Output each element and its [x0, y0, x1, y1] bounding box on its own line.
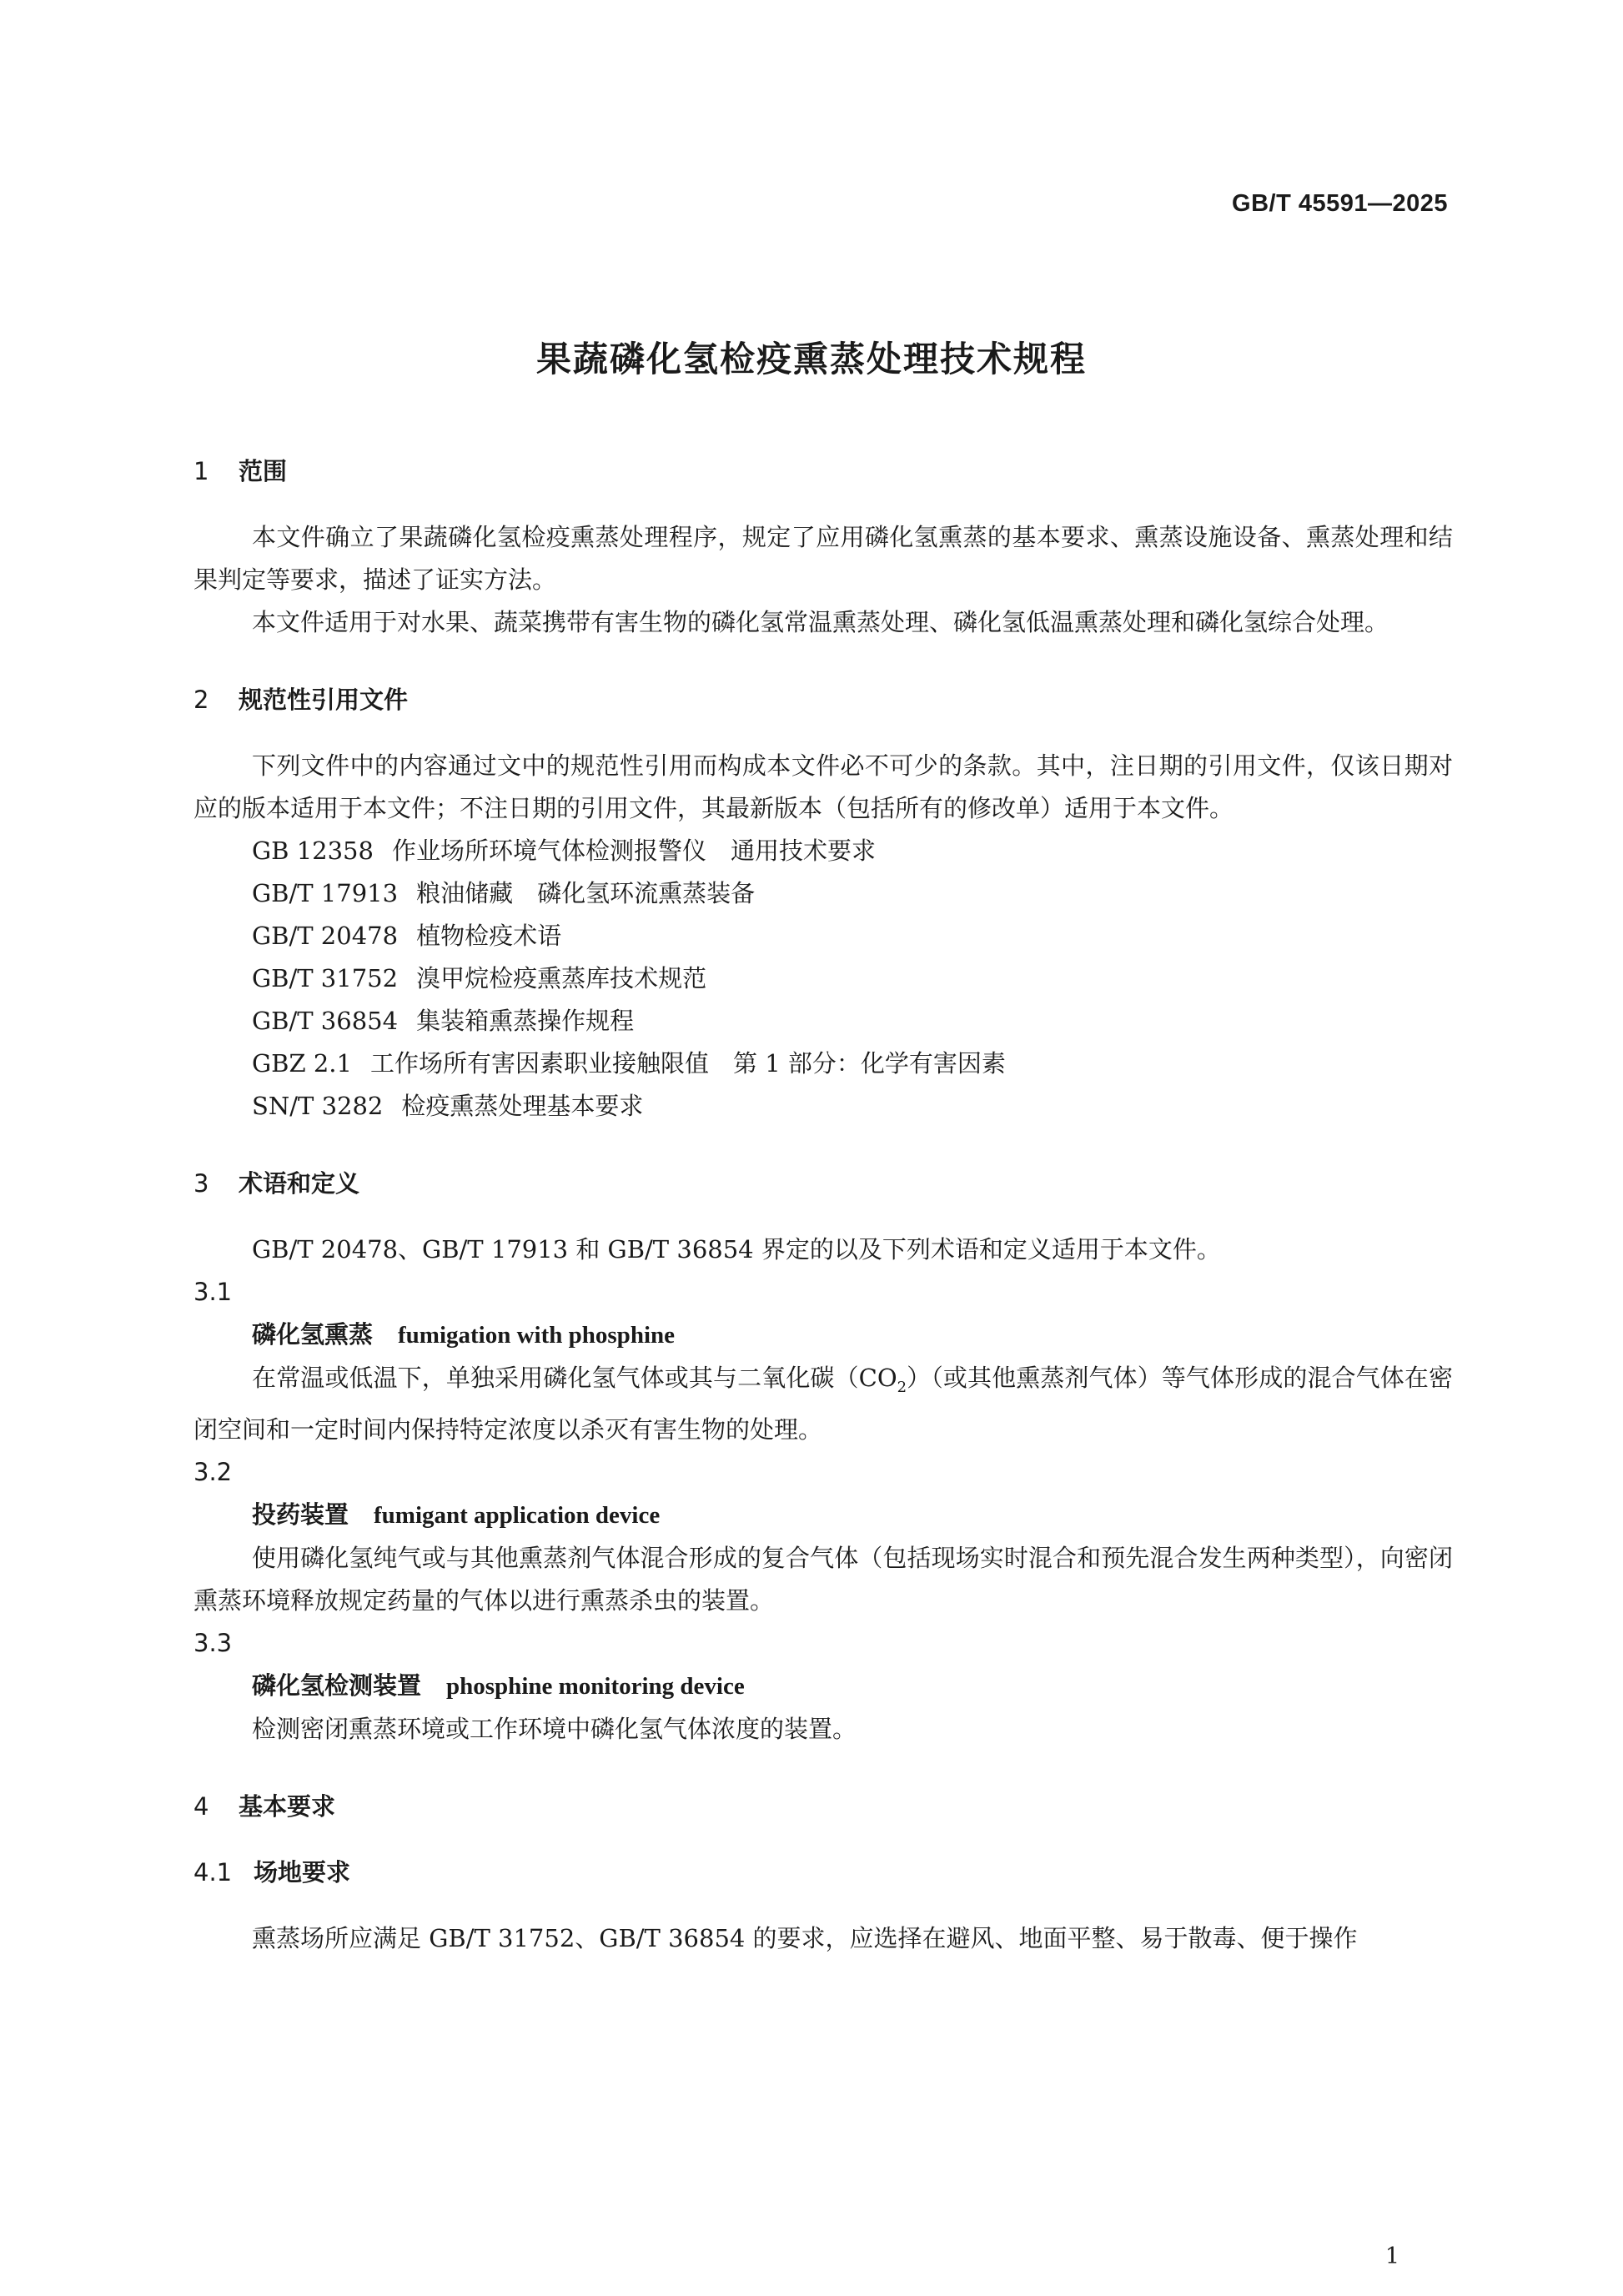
reference-code: GB/T 17913	[252, 879, 399, 907]
reference-title: 集装箱熏蒸操作规程	[416, 1007, 635, 1035]
section-number: 2	[193, 686, 209, 714]
paragraph: 下列文件中的内容通过文中的规范性引用而构成本文件必不可少的条款。其中，注日期的引用文件，仅该日期对应的版本适用于本文件；不注日期的引用文件，其最新版本（包括所有的修改单）适用于本文件。	[193, 751, 1453, 822]
section-3-heading	[193, 1163, 1453, 1205]
reference-code: GB 12358	[252, 837, 374, 865]
reference-code: GBZ 2.1	[252, 1049, 352, 1078]
reference-item	[252, 957, 1453, 1000]
reference-code: GB/T 36854	[252, 1007, 399, 1035]
section-title: 基本要求	[239, 1791, 336, 1821]
reference-code: SN/T 3282	[252, 1092, 384, 1120]
paragraph: 本文件适用于对水果、蔬菜携带有害生物的磷化氢常温熏蒸处理、磷化氢低温熏蒸处理和磷化氢综合处理。	[252, 608, 1389, 636]
section-4-heading	[193, 1786, 1453, 1828]
document-body	[193, 450, 1453, 1960]
definition-text: 在常温或低温下，单独采用磷化氢气体或其与二氧化碳（CO	[252, 1364, 897, 1392]
term-definition: 使用磷化氢纯气或与其他熏蒸剂气体混合形成的复合气体（包括现场实时混合和预先混合发生两种类型），向密闭熏蒸环境释放规定药量的气体以进行熏蒸杀虫的装置。	[193, 1543, 1453, 1615]
term-english: fumigation with phosphine	[398, 1322, 676, 1349]
reference-list	[193, 830, 1453, 1128]
document-code: GB/T 45591—2025	[1232, 190, 1448, 217]
term-english: fumigant application device	[374, 1501, 661, 1529]
reference-title: 植物检疫术语	[416, 922, 562, 950]
section-1-heading	[193, 450, 1453, 493]
term-heading	[252, 1494, 1453, 1537]
paragraph: 本文件确立了果蔬磷化氢检疫熏蒸处理程序，规定了应用磷化氢熏蒸的基本要求、熏蒸设施设备、熏蒸处理和结果判定等要求，描述了证实方法。	[193, 523, 1453, 594]
term-number: 3.3	[193, 1628, 233, 1657]
term-chinese: 磷化氢检测装置	[252, 1671, 422, 1700]
reference-title: 作业场所环境气体检测报警仪 通用技术要求	[391, 837, 876, 865]
term-definition	[193, 1357, 1453, 1451]
reference-title: 检疫熏蒸处理基本要求	[401, 1092, 644, 1120]
subscript: 2	[897, 1378, 907, 1396]
section-title: 范围	[239, 457, 288, 485]
reference-title: 粮油储藏 磷化氢环流熏蒸装备	[416, 879, 756, 907]
reference-item	[252, 872, 1453, 915]
reference-code: GB/T 20478	[252, 922, 399, 950]
paragraph: 熏蒸场所应满足 GB/T 31752、GB/T 36854 的要求，应选择在避风、地面平整、易于散毒、便于操作	[252, 1923, 1358, 1952]
term-chinese: 磷化氢熏蒸	[252, 1320, 374, 1349]
section-2-heading	[193, 679, 1453, 721]
subsection-number: 4.1	[193, 1857, 233, 1887]
subsection-4-1-heading	[193, 1851, 1453, 1894]
page-number: 1	[1384, 2243, 1399, 2269]
paragraph: GB/T 20478、GB/T 17913 和 GB/T 36854 界定的以及下列术语和定义适用于本文件。	[252, 1235, 1221, 1264]
term-number: 3.1	[193, 1278, 233, 1306]
reference-title: 溴甲烷检疫熏蒸库技术规范	[416, 964, 707, 992]
reference-item	[252, 1000, 1453, 1042]
term-heading	[252, 1665, 1453, 1708]
definition-text: ）（或其他熏蒸剂气体）等气体形成的混合气体在密闭空间和一定时间内保持特定浓度以杀灭有害生物的处理。	[193, 1364, 1453, 1444]
reference-code: GB/T 31752	[252, 964, 399, 992]
term-definition: 检测密闭熏蒸环境或工作环境中磷化氢气体浓度的装置。	[252, 1714, 857, 1743]
section-number: 3	[193, 1169, 209, 1198]
term-heading	[252, 1314, 1453, 1357]
subsection-title: 场地要求	[254, 1857, 351, 1887]
term-chinese: 投药装置	[252, 1500, 349, 1529]
reference-item	[252, 1042, 1453, 1085]
section-number: 1	[193, 457, 209, 485]
reference-item	[252, 915, 1453, 957]
reference-title: 工作场所有害因素职业接触限值 第 1 部分：化学有害因素	[369, 1049, 1006, 1078]
term-number: 3.2	[193, 1457, 233, 1486]
document-title: 果蔬磷化氢检疫熏蒸处理技术规程	[535, 339, 1087, 379]
term-english: phosphine monitoring device	[446, 1672, 745, 1700]
reference-item	[252, 830, 1453, 872]
section-title: 术语和定义	[239, 1169, 360, 1198]
section-title: 规范性引用文件	[239, 686, 409, 714]
section-number: 4	[193, 1791, 209, 1821]
reference-item	[252, 1085, 1453, 1128]
